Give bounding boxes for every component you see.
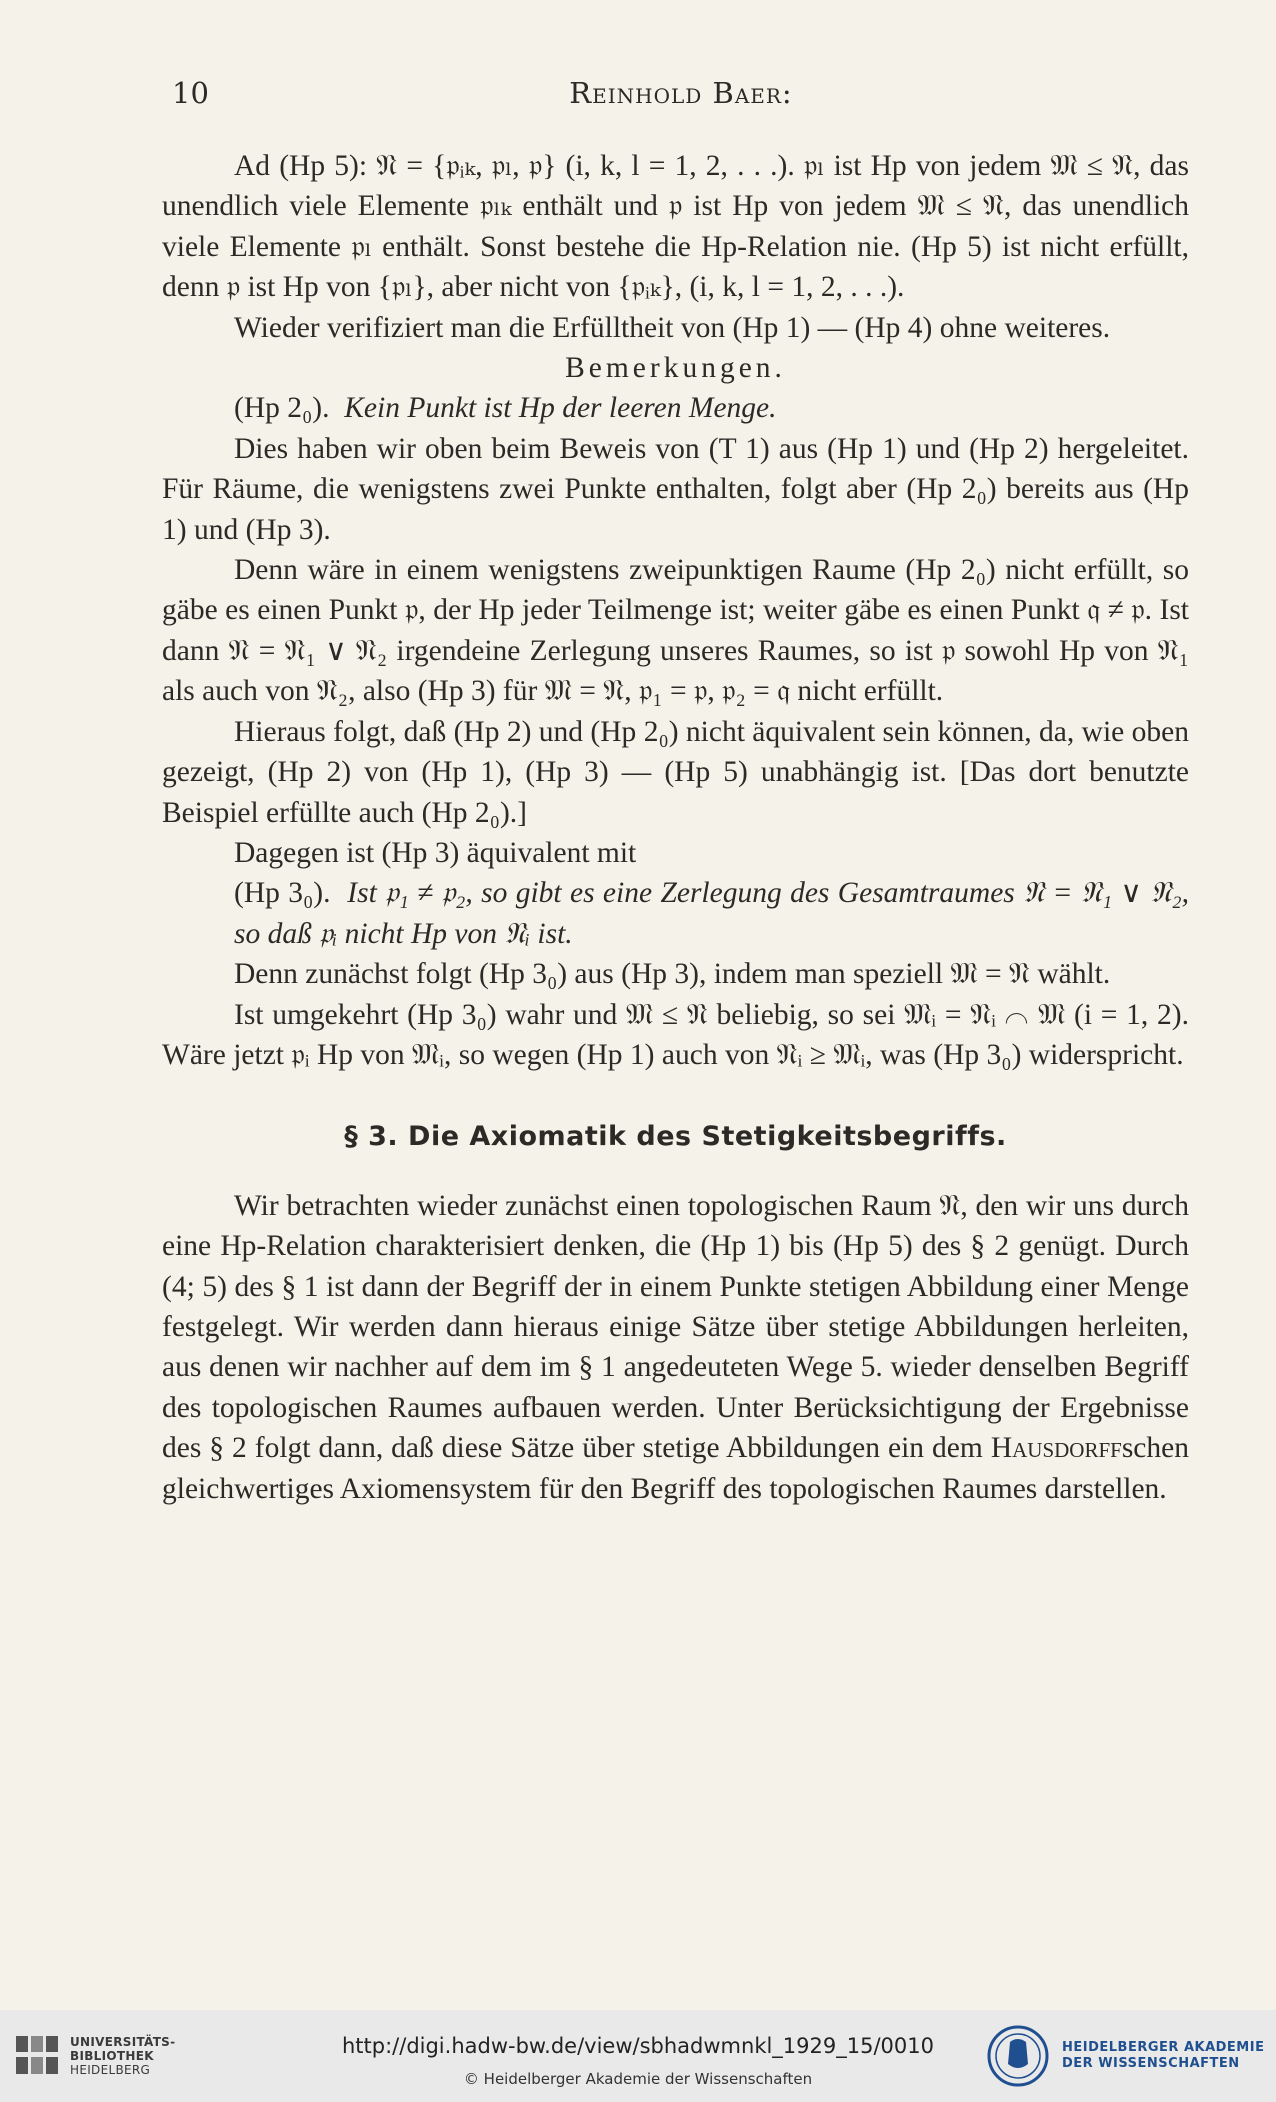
paragraph-text: schen gleichwertiges Axiomensystem für den Begriff des topologischen Raumes darstellen. [162,1432,1189,1505]
paragraph: Dies haben wir oben beim Beweis von (T 1) aus (Hp 1) und (Hp 2) hergeleitet. Für Räume, die wenigstens zwei Punkte enthalten, folgt aber (Hp 2₀) bereits aus (Hp 1) und (Hp 3). [162,432,1189,546]
hp2-label: (Hp 2₀). [234,392,330,425]
page-header [172,76,1190,116]
paragraph: Ist umgekehrt (Hp 3₀) wahr und 𝔐 ≤ 𝔑 beliebig, so sei 𝔐ᵢ = 𝔑ᵢ ⌒ 𝔐 (i = 1, 2). Wäre jetzt 𝔭ᵢ Hp von 𝔐ᵢ, so wegen (Hp 1) auch von 𝔑ᵢ ≥ 𝔐ᵢ, was (Hp 3₀) widerspricht. [162,998,1189,1071]
paragraph: Denn zunächst folgt (Hp 3₀) aus (Hp 3), indem man speziell 𝔐 = 𝔑 wählt. [234,958,1111,991]
academy-seal-icon [986,2024,1050,2088]
paragraph: Hieraus folgt, daß (Hp 2) und (Hp 2₀) nicht äquivalent sein können, da, wie oben gezeigt, (Hp 2) von (Hp 1), (Hp 3) — (Hp 5) unabhängig ist. [Das dort benutzte Beispiel erfüllte auch (Hp 2₀).] [162,715,1189,829]
hp2-statement [162,388,1189,428]
hp3-text: Ist 𝔭₁ ≠ 𝔭₂, so gibt es eine Zerlegung des Gesamtraumes 𝔑 = 𝔑₁ ∨ 𝔑₂, so daß 𝔭ᵢ nicht Hp von 𝔑ᵢ ist. [234,877,1189,950]
footer-bar [0,2010,1276,2102]
page-number: 10 [172,76,209,110]
paragraph: Wieder verifiziert man die Erfülltheit von (Hp 1) — (Hp 4) ohne weiteres. [234,311,1111,344]
paragraph: Denn wäre in einem wenigstens zweipunktigen Raume (Hp 2₀) nicht erfüllt, so gäbe es einen Punkt 𝔭, der Hp jeder Teilmenge ist; weiter gäbe es einen Punkt 𝔮 ≠ 𝔭. Ist dann 𝔑 = 𝔑₁ ∨ 𝔑₂ irgendeine Zerlegung unseres Raumes, so ist 𝔭 sowohl Hp von 𝔑₁ als auch von 𝔑₂, also (Hp 3) für 𝔐 = 𝔑, 𝔭₁ = 𝔭, 𝔭₂ = 𝔮 nicht erfüllt. [162,554,1189,708]
paragraph-text: Wir betrachten wieder zunächst einen topologischen Raum 𝔑, den wir uns durch eine Hp-Relation charakterisiert denken, die (Hp 1) bis (Hp 5) des § 2 genügt. Durch (4; 5) des § 1 ist dann der Begriff der in einem Punkte stetigen Abbildung einer Menge festgelegt. Wir werden dann hieraus einige Sätze über stetige Abbildungen herleiten, aus denen wir nachher auf dem im § 1 angedeuteten Wege 5. wieder denselben Begriff des topologischen Raumes aufbauen werden. Unter Berücksichtigung der Ergebnisse des § 2 folgt dann, daß diese Sätze über stetige Abbildungen ein dem [162,1189,1189,1465]
hp2-text: Kein Punkt ist Hp der leeren Menge. [344,392,777,425]
copyright-notice: © Heidelberger Akademie der Wissenschaften [463,2070,813,2088]
academy-name: HEIDELBERGER AKADEMIE DER WISSENSCHAFTEN [1062,2040,1265,2071]
source-url-link[interactable]: http://digi.hadw-bw.de/view/sbhadwmnkl_1929_15/0010 [341,2034,934,2058]
running-head: Reinhold Baer: [569,76,793,110]
remarks-heading: Bemerkungen. [565,352,786,385]
section-heading: § 3. Die Axiomatik des Stetigkeitsbegriffs. [344,1121,1007,1153]
paragraph: Dagegen ist (Hp 3) äquivalent mit [234,836,637,869]
paragraph: Ad (Hp 5): 𝔑 = {𝔭ᵢₖ, 𝔭ₗ, 𝔭} (i, k, l = 1, 2, . . .). 𝔭ₗ ist Hp von jedem 𝔐 ≤ 𝔑, das unendlich viele Elemente 𝔭ₗₖ enthält und 𝔭 ist Hp von jedem 𝔐 ≤ 𝔑, das unendlich viele Elemente 𝔭ₗ enthält. Sonst bestehe die Hp-Relation nie. (Hp 5) ist nicht erfüllt, denn 𝔭 ist Hp von {𝔭ₗ}, aber nicht von {𝔭ᵢₖ}, (i, k, l = 1, 2, . . .). [162,150,1189,304]
university-library-name: UNIVERSITÄTS- BIBLIOTHEK HEIDELBERG [70,2035,176,2077]
body-text [162,146,1189,1509]
hp3-statement [162,873,1189,954]
hp3-label: (Hp 3₀). [234,877,331,910]
author-name: Hausdorff [990,1432,1122,1465]
paragraph [162,1186,1189,1509]
